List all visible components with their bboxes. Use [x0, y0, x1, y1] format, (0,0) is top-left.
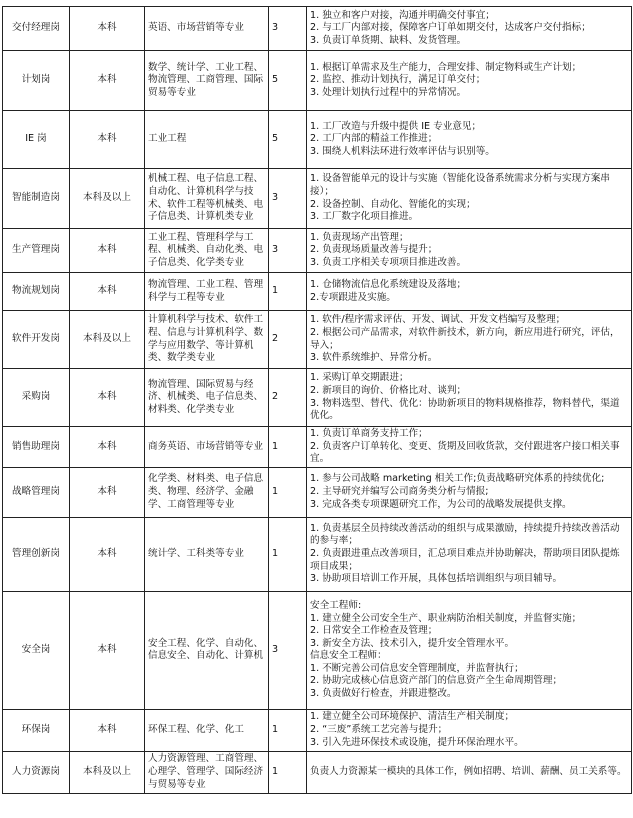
education-cell: 本科 [70, 51, 145, 111]
duty-line: 3. 引入先进环保技术或设施，提升环保治理水平。 [310, 736, 524, 748]
headcount-cell: 3 [269, 7, 307, 51]
education-cell: 本科 [70, 7, 145, 51]
duty-line: 1. 软件/程序需求评估、开发、调试、开发文档编写及整理； [310, 314, 566, 326]
duty-line: 负责人力资源某一模块的具体工作，例如招聘、培训、薪酬、员工关系等。 [310, 765, 627, 777]
table-row [3, 591, 632, 709]
major-cell: 环保工程、化学、化工 [145, 709, 269, 751]
duty-line: 3. 新安全方法、技术引入，提升安全管理水平。 [310, 637, 515, 649]
major-cell: 工业工程 [145, 111, 269, 169]
table-row [3, 427, 632, 468]
table-row [3, 51, 632, 111]
position-cell: 环保岗 [3, 709, 70, 751]
major-cell: 人力资源管理、工商管理、心理学、管理学、国际经济与贸易等专业 [145, 751, 269, 793]
major-cell: 统计学、工科类等专业 [145, 517, 269, 591]
duties-cell [307, 169, 632, 229]
duties-cell [307, 751, 632, 793]
major-cell: 机械工程、电子信息工程、自动化、计算机科学与技术、软件工程等机械类、电子信息类、计算机类专业 [145, 169, 269, 229]
duty-line: 2. 工厂内部的精益工作推进； [310, 133, 438, 145]
education-cell: 本科 [70, 517, 145, 591]
education-cell: 本科 [70, 229, 145, 273]
headcount-cell: 3 [269, 591, 307, 709]
table-row [3, 517, 632, 591]
headcount-cell: 5 [269, 111, 307, 169]
table-row [3, 467, 632, 517]
duty-line: 3. 围绕人机料法环进行效率评估与识别等。 [310, 145, 495, 157]
major-cell: 化学类、材料类、电子信息类、物理、经济学、金融学、工商管理等专业 [145, 467, 269, 517]
major-cell: 计算机科学与技术、软件工程、信息与计算机科学、数学与应用数学、等计算机类、数学类专业 [145, 311, 269, 369]
headcount-cell: 2 [269, 369, 307, 427]
headcount-cell: 1 [269, 517, 307, 591]
major-cell: 数学、统计学、工业工程、物流管理、工商管理、国际贸易等专业 [145, 51, 269, 111]
table-row [3, 709, 632, 751]
duty-line: 3. 协助项目培训工作开展，具体包括培训组织与项目辅导。 [310, 573, 563, 585]
table-row [3, 751, 632, 793]
headcount-cell: 1 [269, 427, 307, 468]
duty-line: 2. 根据公司产品需求，对软件新技术，新方向，新应用进行研究，评估，导入； [310, 326, 620, 351]
duty-line: 安全工程师: [310, 599, 362, 611]
table-row [3, 169, 632, 229]
education-cell: 本科 [70, 591, 145, 709]
major-cell: 商务英语、市场营销等专业 [145, 427, 269, 468]
position-cell: 人力资源岗 [3, 751, 70, 793]
duty-line: 3. 负责订单货期、缺料、发货管理。 [310, 34, 467, 46]
position-cell: 物流规划岗 [3, 273, 70, 311]
major-cell: 物流管理、工业工程、管理科学与工程等专业 [145, 273, 269, 311]
recruitment-table [2, 6, 632, 794]
duty-line: 2. “三废”系统工艺完善与提升； [310, 723, 448, 735]
duty-line: 1. 建立健全公司环境保护、清洁生产相关制度； [310, 711, 515, 723]
table-row [3, 311, 632, 369]
position-cell: 销售助理岗 [3, 427, 70, 468]
duty-line: 1. 设备智能单元的设计与实施（智能化设备系统需求分析与实现方案串接）； [310, 173, 611, 197]
duties-cell [307, 7, 632, 51]
duty-line: 3. 处理计划执行过程中的异常情况。 [310, 86, 467, 98]
duties-cell [307, 467, 632, 517]
duty-line: 1. 负责订单商务支持工作； [310, 428, 428, 439]
duty-line: 2. 负责跟进重点改善项目，汇总项目难点并协助解决，帮助项目团队提炼项目成果； [310, 547, 620, 572]
table-row [3, 273, 632, 311]
headcount-cell: 3 [269, 229, 307, 273]
duties-cell [307, 273, 632, 311]
headcount-cell: 1 [269, 273, 307, 311]
education-cell: 本科及以上 [70, 751, 145, 793]
duty-line: 1. 仓储物流信息化系统建设及落地； [310, 278, 467, 290]
duties-cell [307, 311, 632, 369]
education-cell: 本科 [70, 709, 145, 751]
duty-line: 2. 与工厂内部对接，保障客户订单如期交付，达成客户交付指标； [310, 22, 591, 34]
duty-line: 1. 工厂改造与升级中提供 IE 专业意见； [310, 120, 482, 132]
headcount-cell: 1 [269, 467, 307, 517]
duties-cell [307, 591, 632, 709]
duty-line: 1. 根据订单需求及生产能力，合理安排、制定物料或生产计划； [310, 61, 582, 73]
duties-cell [307, 427, 632, 468]
table-row [3, 369, 632, 427]
duty-line: 2. 监控、推动计划执行，满足订单交付； [310, 74, 486, 86]
duty-line: 2. 协助完成核心信息资产部门的信息资产全生命周期管理； [310, 675, 563, 687]
table-row [3, 7, 632, 51]
education-cell: 本科 [70, 369, 145, 427]
duty-line: 1. 不断完善公司信息安全管理制度，并监督执行； [310, 662, 524, 674]
duty-line: 2.专项跟进及实施。 [310, 291, 396, 303]
duty-line: 2. 设备控制、自动化、智能化的实现； [310, 198, 476, 210]
position-cell: 采购岗 [3, 369, 70, 427]
duties-cell [307, 111, 632, 169]
headcount-cell: 1 [269, 751, 307, 793]
major-cell: 英语、市场营销等专业 [145, 7, 269, 51]
headcount-cell: 3 [269, 169, 307, 229]
table-row [3, 229, 632, 273]
duty-line: 3. 工厂数字化项目推进。 [310, 211, 419, 223]
duties-cell [307, 369, 632, 427]
position-cell: 生产管理岗 [3, 229, 70, 273]
duty-line: 1. 独立和客户对接，沟通并明确交付事宜； [310, 9, 495, 21]
education-cell: 本科 [70, 273, 145, 311]
position-cell: 管理创新岗 [3, 517, 70, 591]
position-cell: 计划岗 [3, 51, 70, 111]
headcount-cell: 1 [269, 709, 307, 751]
duty-line: 3. 负责做好行检查，并跟进整改。 [310, 688, 457, 700]
duty-line: 2. 新项目的询价、价格比对、谈判； [310, 384, 467, 396]
position-cell: 安全岗 [3, 591, 70, 709]
duty-line: 2. 负责客户订单转化、变更、货期及回收货款，交付跟进客户接口相关事宜。 [310, 440, 620, 465]
headcount-cell: 5 [269, 51, 307, 111]
duty-line: 3. 物料选型、替代、优化：协助新项目的物料规格推荐，物料替代，渠道优化。 [310, 397, 620, 422]
education-cell: 本科 [70, 427, 145, 468]
duty-line: 1. 参与公司战略 marketing 相关工作;负责战略研究体系的持续优化; [310, 473, 605, 485]
headcount-cell: 2 [269, 311, 307, 369]
major-cell: 安全工程、化学、自动化、信息安全、自动化、计算机 [145, 591, 269, 709]
duty-line: 信息安全工程师： [310, 650, 387, 662]
duty-line: 2. 负责现场质量改善与提升； [310, 244, 438, 256]
duty-line: 1. 负责基层全员持续改善活动的组织与成果激励，持续提升持续改善活动的参与率； [310, 522, 620, 547]
table-body [3, 7, 632, 794]
position-cell: 交付经理岗 [3, 7, 70, 51]
duties-cell [307, 51, 632, 111]
duties-cell [307, 517, 632, 591]
duty-line: 3. 负责工序相关专项项目推进改善。 [310, 256, 467, 268]
duties-cell [307, 709, 632, 751]
major-cell: 物流管理、国际贸易与经济、机械类、电子信息类、材料类、化学类专业 [145, 369, 269, 427]
position-cell: IE 岗 [3, 111, 70, 169]
duties-cell [307, 229, 632, 273]
education-cell: 本科 [70, 467, 145, 517]
education-cell: 本科 [70, 111, 145, 169]
duty-line: 2. 主导研究并编写公司商务类分析与情报; [310, 485, 489, 497]
position-cell: 战略管理岗 [3, 467, 70, 517]
duty-line: 3. 软件系统维护、异常分析。 [310, 352, 438, 364]
position-cell: 智能制造岗 [3, 169, 70, 229]
education-cell: 本科及以上 [70, 169, 145, 229]
duty-line: 1. 负责现场产出管理； [310, 231, 409, 243]
table-row [3, 111, 632, 169]
duty-line: 2. 日常安全工作检查及管理； [310, 625, 438, 637]
duty-line: 1. 采购订单交期跟进； [310, 372, 409, 384]
duty-line: 3. 完成各类专项课题研究工作，为公司的战略发展提供支撑。 [310, 498, 572, 510]
education-cell: 本科及以上 [70, 311, 145, 369]
duty-line: 1. 建立健全公司安全生产、职业病防治相关制度，并监督实施； [310, 612, 582, 624]
position-cell: 软件开发岗 [3, 311, 70, 369]
major-cell: 工业工程、管理科学与工程、机械类、自动化类、电子信息类、化学类专业 [145, 229, 269, 273]
